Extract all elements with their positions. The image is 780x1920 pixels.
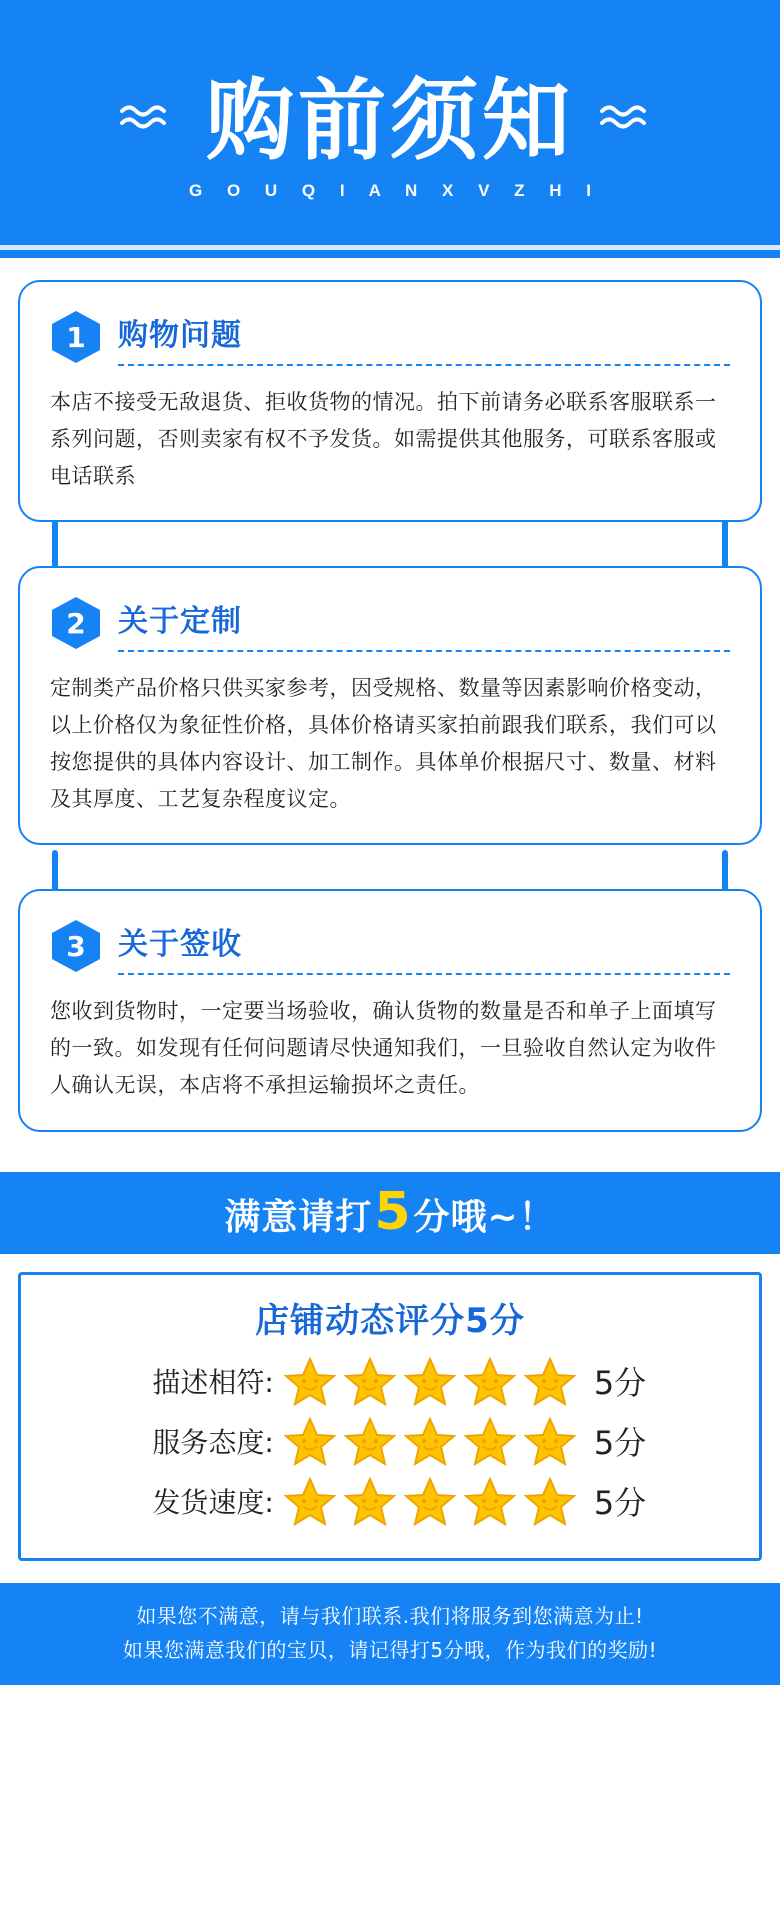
star-icon [464,1476,516,1526]
card-title-wrap-1 [118,308,730,366]
notice-card-2 [18,566,762,845]
card-title-2: 关于定制 [118,604,242,640]
star-icon [464,1416,516,1466]
page-title: 购前须知 [205,69,574,172]
hexagon-badge-icon [50,595,102,651]
shop-rating-box [18,1272,762,1561]
dashed-divider-1 [118,364,730,366]
header-banner [0,0,780,258]
star-icon [344,1356,396,1406]
banner-text-before: 满意请打 [224,1196,373,1238]
star-rating-service [284,1416,576,1466]
satisfaction-banner [0,1172,780,1254]
footer-line-2: 如果您满意我们的宝贝，请记得打5分哦，作为我们的奖励! [122,1637,658,1662]
star-icon [464,1356,516,1406]
star-icon [284,1476,336,1526]
banner-number: 5 [374,1181,412,1242]
rating-row [21,1476,759,1526]
star-icon [524,1476,576,1526]
notice-cards [0,258,780,1132]
card-number-1: 1 [66,320,86,354]
rating-score-service: 5分 [593,1423,647,1462]
card-body-3: 您收到货物时，一定要当场验收，确认货物的数量是否和单子上面填写的一致。如发现有任何问题请尽快通知我们，一旦验收自然认定为收件人确认无误，本店将不承担运输损坏之责任。 [50,999,717,1097]
footer-banner [0,1583,780,1685]
card-number-2: 2 [66,606,86,640]
notice-card-3 [18,889,762,1131]
star-icon [524,1356,576,1406]
star-icon [404,1476,456,1526]
hexagon-badge-icon [50,918,102,974]
star-icon [404,1416,456,1466]
star-icon [344,1416,396,1466]
rating-label-description: 描述相符: [152,1365,274,1399]
star-rating-shipping [284,1476,576,1526]
notice-card-1 [18,280,762,522]
star-icon [284,1416,336,1466]
card-header-2 [50,594,730,652]
card-header-1 [50,308,730,366]
wave-right-icon [600,101,660,141]
card-title-wrap-3 [118,917,730,975]
rating-score-description: 5分 [593,1363,647,1402]
rating-title: 店铺动态评分5分 [255,1300,525,1341]
card-header-3 [50,917,730,975]
card-title-3: 关于签收 [118,927,242,963]
card-title-1: 购物问题 [118,318,242,353]
header-pinyin: G O U Q I A N X V Z H I [189,181,601,200]
rating-row [21,1416,759,1466]
dashed-divider-3 [118,973,730,975]
star-icon [284,1356,336,1406]
dashed-divider-2 [118,650,730,652]
banner-text [224,1181,556,1242]
star-icon [344,1476,396,1526]
header-title-row [120,69,660,172]
banner-text-after: 分哦~！ [413,1196,556,1238]
rating-score-shipping: 5分 [593,1483,647,1522]
header-divider [0,245,780,250]
card-number-3: 3 [66,929,86,963]
star-icon [524,1416,576,1466]
header-inner [0,0,780,268]
hexagon-badge-icon [50,309,102,365]
rating-label-shipping: 发货速度: [152,1485,274,1519]
card-body-2: 定制类产品价格只供买家参考，因受规格、数量等因素影响价格变动，以上价格仅为象征性价格，具体价格请买家拍前跟我们联系，我们可以按您提供的具体内容设计、加工制作。具体单价根据尺寸、数量、材料及其厚度、工艺复杂程度议定。 [50,676,717,811]
star-icon [404,1356,456,1406]
rating-label-service: 服务态度: [152,1425,274,1459]
card-title-wrap-2 [118,594,730,652]
star-rating-description [284,1356,576,1406]
rating-row [21,1356,759,1406]
wave-left-icon [120,101,180,141]
card-body-1: 本店不接受无敌退货、拒收货物的情况。拍下前请务必联系客服联系一系列问题，否则卖家有权不予发货。如需提供其他服务，可联系客服或电话联系 [50,390,717,488]
footer-line-1: 如果您不满意，请与我们联系.我们将服务到您满意为止! [136,1603,644,1628]
